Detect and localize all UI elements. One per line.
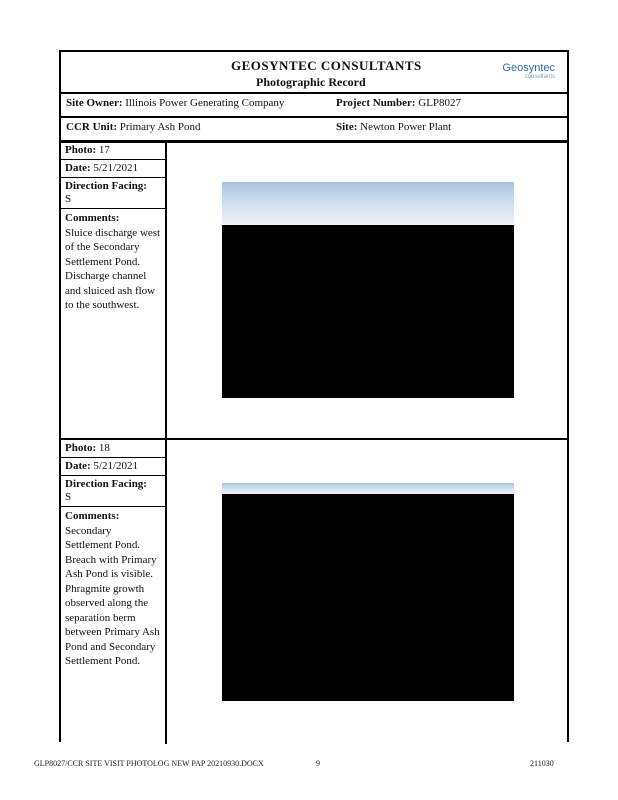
photo-sky <box>222 483 514 494</box>
photo-record-17 <box>61 142 567 440</box>
date-label: Date: <box>65 460 91 472</box>
date-value: 5/21/2021 <box>93 460 139 472</box>
comments-text: Secondary Settlement Pond. Breach with Primary Ash Pond is visible. Phragmite growth observed along the separation berm between Primary Ash Pond and Secondary Settlement Pond. <box>65 524 160 667</box>
site-field <box>336 121 451 133</box>
site-value: Newton Power Plant <box>360 121 452 133</box>
project-number-field <box>336 97 461 109</box>
company-logo <box>502 62 555 80</box>
photo-record-frame <box>59 50 569 742</box>
photo-number <box>61 142 165 160</box>
photo-details <box>61 142 167 438</box>
comments-label: Comments: <box>65 510 120 522</box>
date-label: Date: <box>65 162 91 174</box>
photo-date <box>61 160 165 178</box>
logo-subtext: consultants <box>524 74 555 80</box>
footer-filename: GLP8027/CCR SITE VISIT PHOTOLOG NEW PAP 20210930.DOCX <box>34 759 264 768</box>
site-owner-value: Illinois Power Generating Company <box>125 97 285 109</box>
comments-text: Sluice discharge west of the Secondary Settlement Pond. Discharge channel and sluiced ash flow to the southwest. <box>65 226 161 311</box>
photo-label: Photo: <box>65 442 97 454</box>
company-name: GEOSYNTEC CONSULTANTS <box>231 58 422 73</box>
direction-value: S <box>65 193 72 205</box>
photo-value: 18 <box>98 442 110 454</box>
project-number-label: Project Number: <box>336 97 416 109</box>
photo-sky <box>222 182 514 225</box>
document-header <box>61 52 567 94</box>
footer-page-number: 9 <box>316 759 320 768</box>
date-value: 5/21/2021 <box>93 162 139 174</box>
photo-record-18 <box>61 440 567 744</box>
photo-value: 17 <box>98 144 110 156</box>
photo-comments <box>61 209 165 315</box>
project-number-value: GLP8027 <box>418 97 462 109</box>
photo-number <box>61 440 165 458</box>
footer-date: 211030 <box>530 759 554 768</box>
info-row-owner <box>61 92 567 118</box>
site-owner-label: Site Owner: <box>66 97 123 109</box>
photo-date <box>61 458 165 476</box>
site-owner-field <box>66 97 284 109</box>
info-row-unit <box>61 116 567 143</box>
direction-facing <box>61 476 165 507</box>
photo-label: Photo: <box>65 144 97 156</box>
direction-label: Direction Facing: <box>65 180 147 192</box>
document-title: Photographic Record <box>256 75 366 89</box>
ccr-unit-value: Primary Ash Pond <box>119 121 201 133</box>
ccr-unit-label: CCR Unit: <box>66 121 118 133</box>
site-label: Site: <box>336 121 358 133</box>
direction-value: S <box>65 491 72 503</box>
logo-text: Geosyntec <box>502 62 555 74</box>
photo-comments <box>61 507 165 671</box>
comments-label: Comments: <box>65 212 120 224</box>
direction-facing <box>61 178 165 209</box>
photo-details <box>61 440 167 744</box>
ccr-unit-field <box>66 121 200 133</box>
site-photo <box>222 182 514 398</box>
site-photo <box>222 483 514 701</box>
direction-label: Direction Facing: <box>65 478 147 490</box>
